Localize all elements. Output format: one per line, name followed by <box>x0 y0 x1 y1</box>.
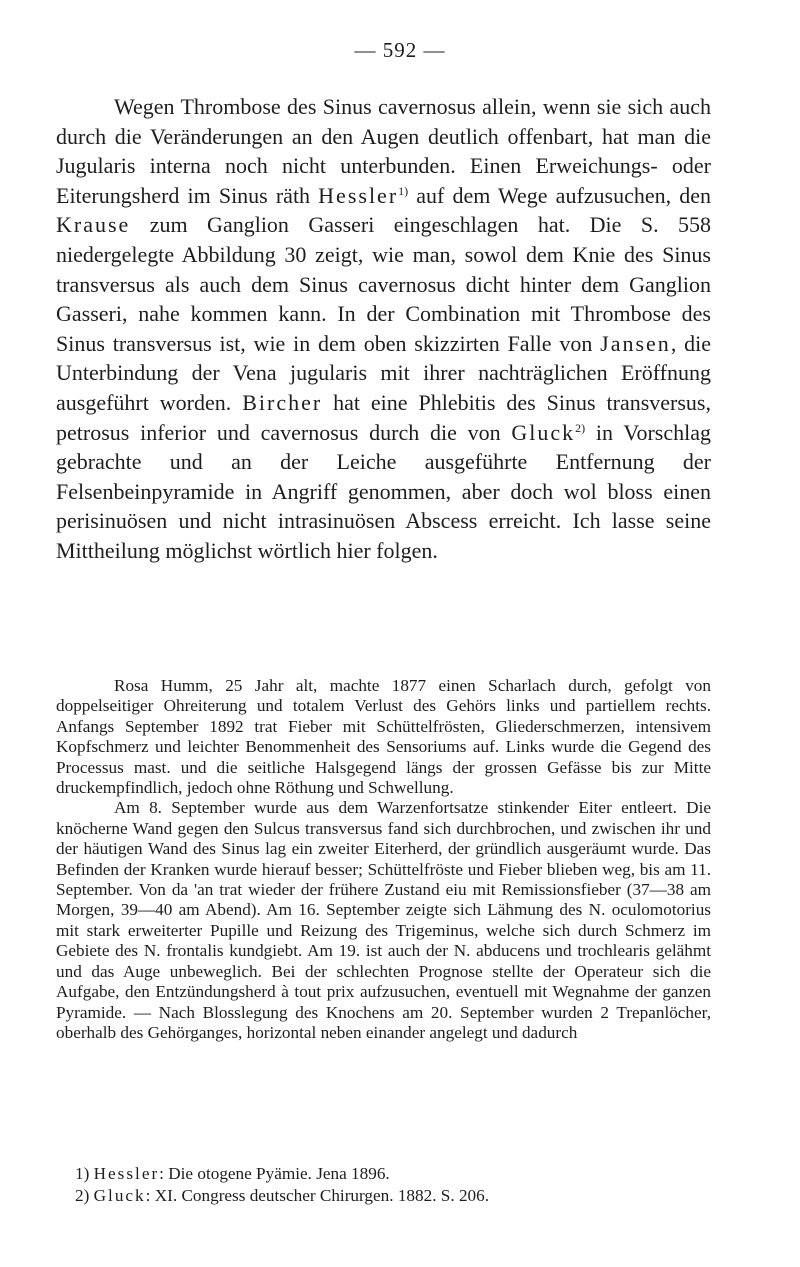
author-krause: Krause <box>56 212 131 238</box>
main-paragraph-text: Wegen Thrombose des Sinus cavernosus allein, wenn sie sich auch durch die Veränderungen an den Augen deutlich offenbart, hat man die Jugularis interna noch nicht unterbunden. Einen Erweichungs- oder Eiterungsherd im Sinus räth Hessler$^{1)}$ auf dem Wege aufzusuchen, den Krause zum Ganglion Gasseri eingeschlagen hat. Die S. 558 niedergelegte Abbildung 30 zeigt, wie man, sowol dem Knie des Sinus transversus als auch dem Sinus cavernosus dicht hinter dem Ganglion Gasseri, nahe kommen kann. In der Combination mit Thrombose des Sinus transversus ist, wie in dem oben skizzirten Falle von Jansen, die Unterbindung der Vena jugularis mit ihrer nachträglichen Eröffnung ausgeführt worden. Bircher hat eine Phlebitis des Sinus transversus, petrosus inferior und cavernosus durch die von Gluck$^{2)}$ in Vorschlag gebrachte und an der Leiche ausgeführte Entfernung der Felsenbeinpyramide in Angriff genommen, aber doch wol bloss einen perisinuösen und nicht intrasinuösen Abscess erreicht. Ich lasse seine Mittheilung möglichst wörtlich hier folgen. <box>56 94 711 563</box>
case-paragraph-1: Rosa Humm, 25 Jahr alt, machte 1877 einen Scharlach durch, gefolgt von doppelseitiger Ohreiterung und totalem Verlust des Gehörs links und partiellem rechts. Anfangs September 1892 trat Fieber mit Schüttelfrösten, Gliederschmerzen, intensivem Kopfschmerz und leichter Benommenheit des Sensoriums auf. Links wurde die Gegend des Processus mast. und die seitliche Halsgegend längs der grossen Gefässe bis zur Mitte druckempfindlich, jedoch ohne Röthung und Schwellung. <box>56 676 711 798</box>
footnote-2: 2) Gluck: XI. Congress deutscher Chirurgen. 1882. S. 206. <box>75 1185 490 1205</box>
case-report <box>56 676 711 1043</box>
author-hessler: Hessler <box>318 182 399 208</box>
page-number: — 592 — <box>354 38 446 62</box>
author-gluck: Gluck <box>511 419 576 445</box>
author-bircher: Bircher <box>242 389 323 415</box>
footnote-ref-2: 2) <box>575 420 586 435</box>
footnote-author: Hessler <box>93 1164 160 1183</box>
footnote-author: Gluck <box>93 1185 146 1205</box>
main-paragraph <box>56 92 711 566</box>
footnotes <box>75 1163 695 1206</box>
footnote-ref-1: 1) <box>398 183 409 198</box>
case-paragraph-2: Am 8. September wurde aus dem Warzenfortsatze stinkender Eiter entleert. Die knöcherne Wand gegen den Sulcus transversus fand sich durchbrochen, und zwischen ihr und der häutigen Wand des Sinus lag ein zweiter Eiterherd, der gründlich ausgeräumt wurde. Das Befinden der Kranken wurde hierauf besser; Schüttelfröste und Fieber blieben weg, bis am 11. September. Von da 'an trat wieder der frühere Zustand eiu mit Remissionsfieber (37—38 am Morgen, 39—40 am Abend). Am 16. September zeigte sich Lähmung des N. oculomotorius mit stark erweiterter Pupille und Reizung des Trigeminus, welche sich durch Schmerz im Gebiete des N. frontalis kundgiebt. Am 19. ist auch der N. abducens und trochlearis gelähmt und das Auge unbeweglich. Bei der schlechten Prognose stellte der Operateur sich die Aufgabe, den Entzündungsherd à tout prix aufzusuchen, eventuell mit Wegnahme der ganzen Pyramide. — Nach Blosslegung des Knochens am 20. September wurden 2 Trepanlöcher, oberhalb des Gehörganges, horizontal neben einander angelegt und dadurch <box>56 798 711 1042</box>
author-jansen: Jansen <box>600 330 671 356</box>
footnote-1: 1) Hessler: Die otogene Pyämie. Jena 1896. <box>75 1164 390 1183</box>
